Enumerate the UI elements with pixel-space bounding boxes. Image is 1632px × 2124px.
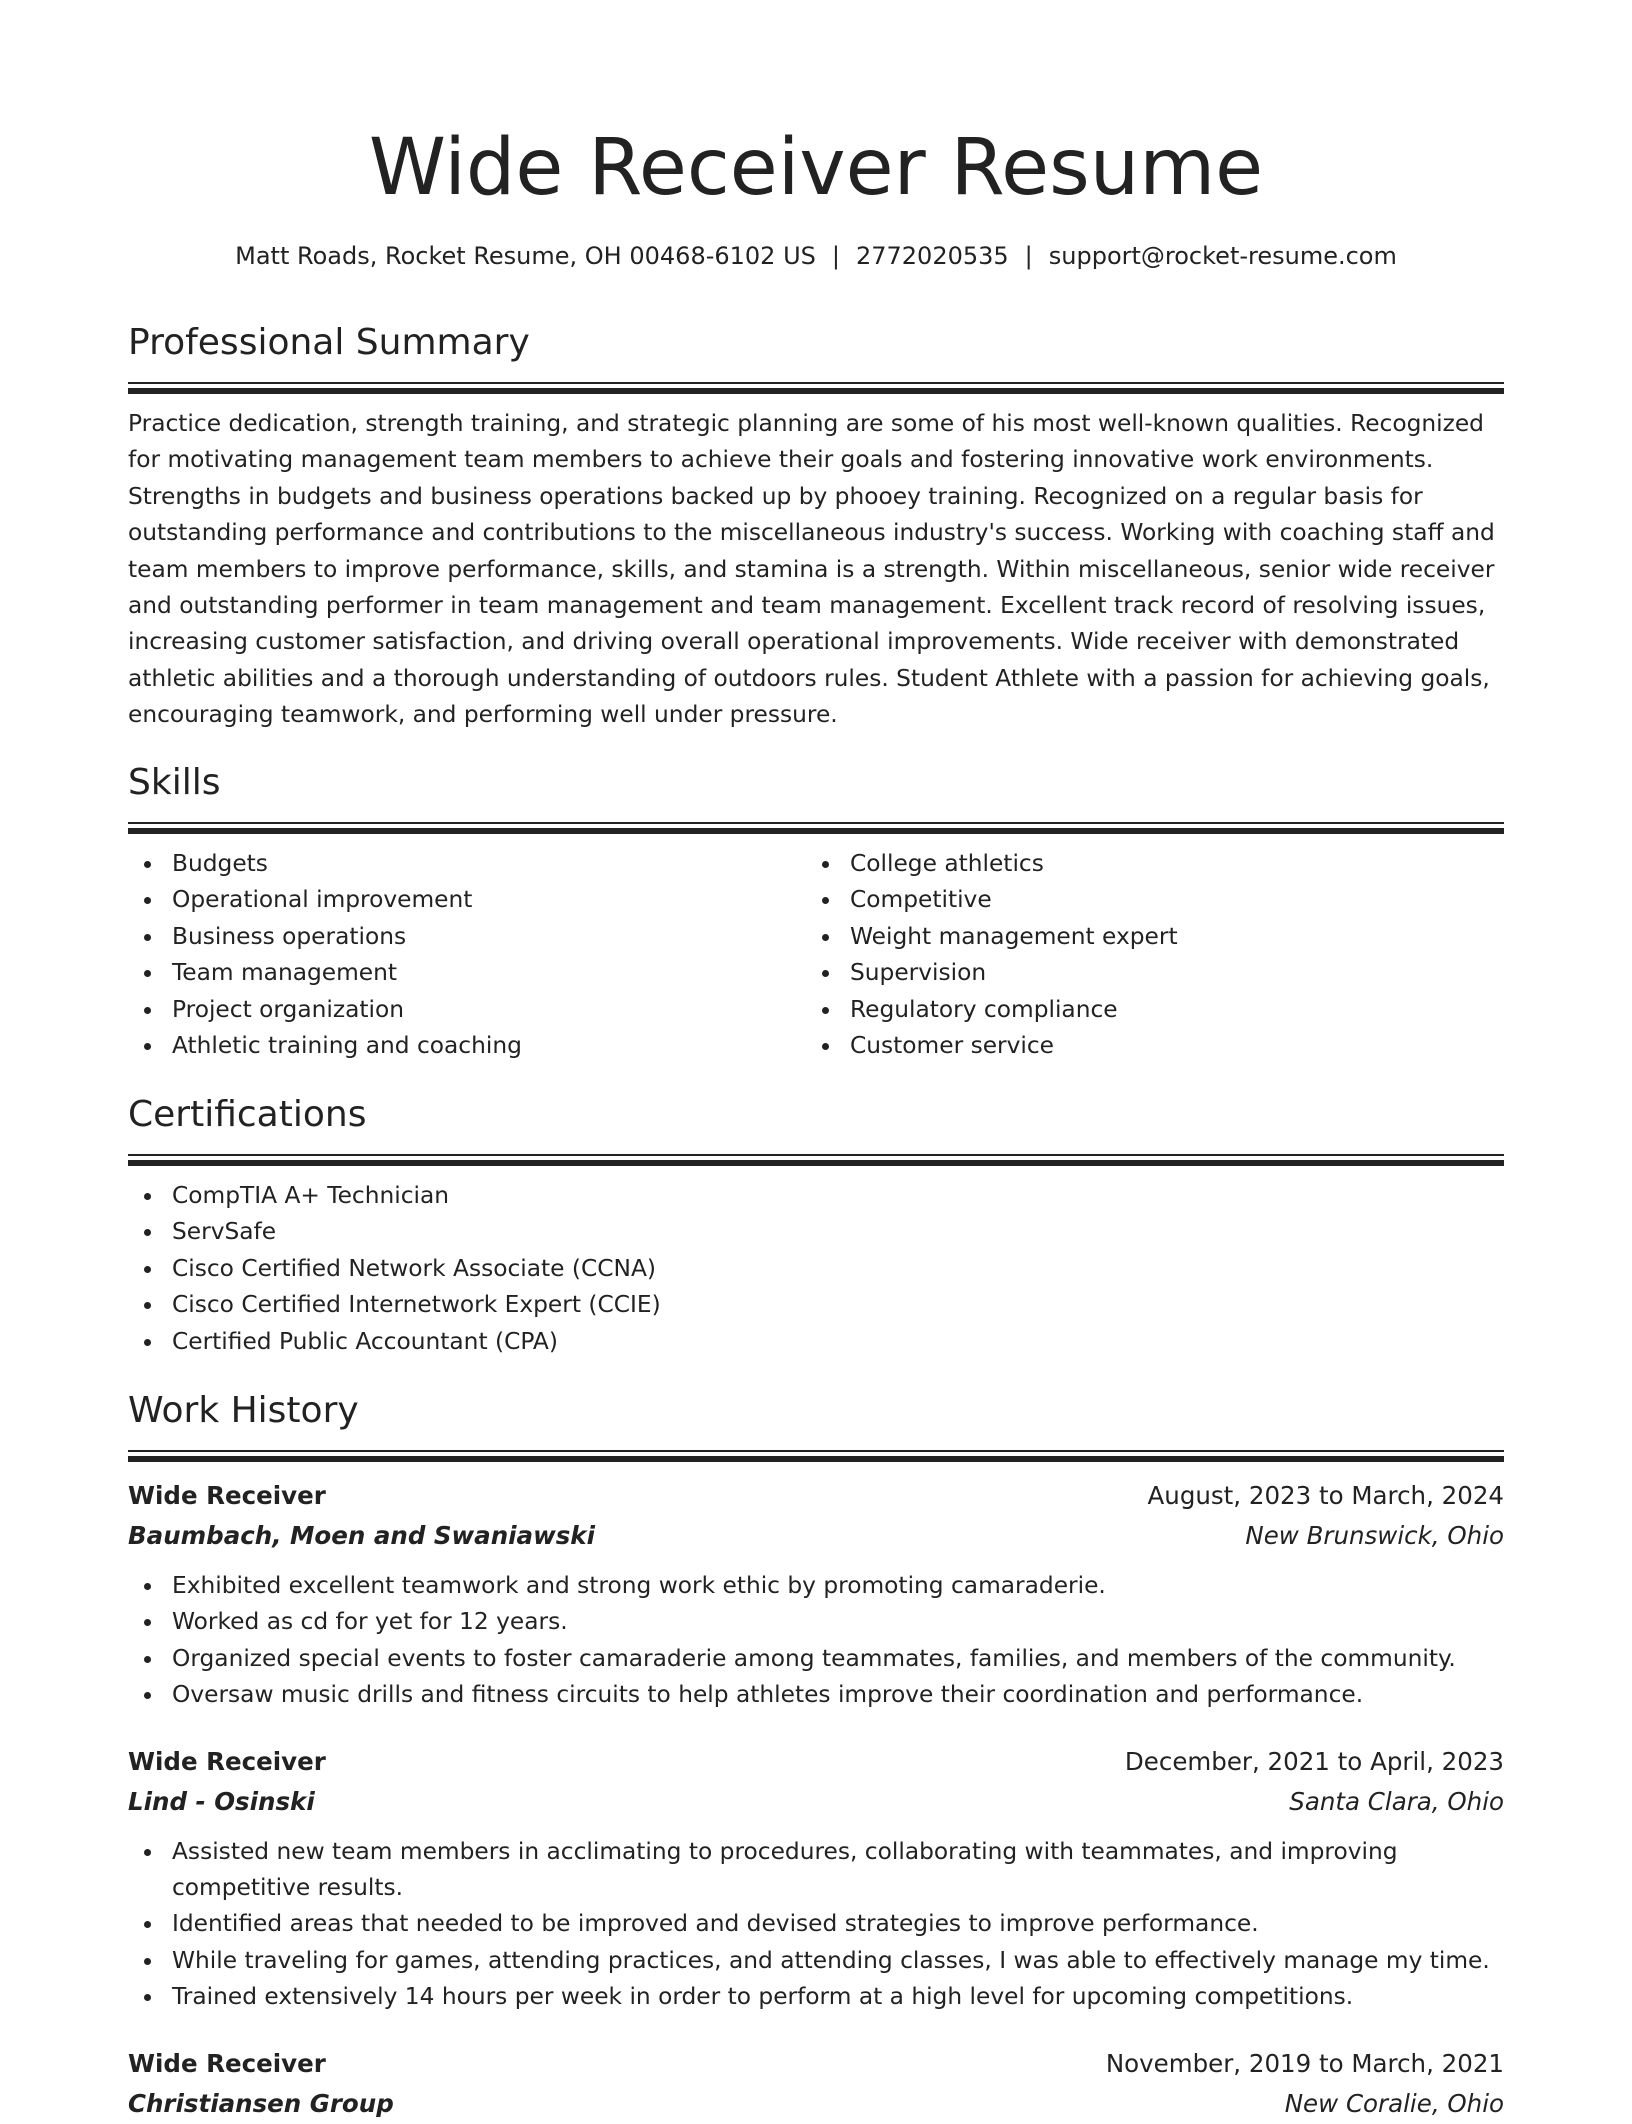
job-title: Wide Receiver [128, 1746, 326, 1776]
certifications-list [128, 1178, 1504, 1360]
job-duty-item: Exhibited excellent teamwork and strong work ethic by promoting camaraderie. [128, 1568, 1504, 1604]
job-company: Baumbach, Moen and Swaniawski [128, 1521, 595, 1550]
contact-email: support@rocket-resume.com [1048, 242, 1397, 270]
section-divider [128, 1450, 1504, 1462]
skills-columns [128, 834, 1504, 1064]
job-duty-item: Oversaw music drills and fitness circuits to help athletes improve their coordination and performance. [128, 1677, 1504, 1713]
job-entry [128, 1742, 1504, 2016]
skills-list-left [128, 846, 806, 1064]
certification-item: CompTIA A+ Technician [128, 1178, 1504, 1214]
job-duty-item: Identified areas that needed to be improved and devised strategies to improve performance. [128, 1906, 1504, 1942]
job-header [128, 1476, 1504, 1516]
job-dates: November, 2019 to March, 2021 [1105, 2048, 1504, 2078]
skills-list-right [806, 846, 1484, 1064]
work-history-heading: Work History [128, 1390, 359, 1431]
job-duty-item: While traveling for games, attending practices, and attending classes, I was able to effectively manage my time. [128, 1943, 1504, 1979]
skill-item: Budgets [128, 846, 806, 882]
skill-item: Competitive [806, 882, 1484, 918]
job-duties [128, 1568, 1504, 1714]
section-divider [128, 382, 1504, 394]
certifications-heading: Certifications [128, 1094, 367, 1135]
job-duty-item: Worked as cd for yet for 12 years. [128, 1604, 1504, 1640]
skill-item: Team management [128, 955, 806, 991]
skills-heading: Skills [128, 762, 221, 803]
skill-item: Weight management expert [806, 919, 1484, 955]
section-divider [128, 1154, 1504, 1166]
skill-item: Athletic training and coaching [128, 1028, 806, 1064]
job-duty-item: Trained extensively 14 hours per week in order to perform at a high level for upcoming competitions. [128, 1979, 1504, 2015]
skill-item: Customer service [806, 1028, 1484, 1064]
certification-item: Certified Public Accountant (CPA) [128, 1324, 1504, 1360]
skills-section [128, 758, 1504, 1064]
job-subheader [128, 1516, 1504, 1556]
job-duties [128, 1834, 1504, 2016]
job-header [128, 1742, 1504, 1782]
certifications-section [128, 1090, 1504, 1360]
contact-separator: | [1024, 242, 1033, 270]
job-title: Wide Receiver [128, 1481, 326, 1510]
skill-item: Supervision [806, 955, 1484, 991]
certification-item: ServSafe [128, 1214, 1504, 1250]
resume-title: Wide Receiver Resume [368, 123, 1264, 213]
summary-heading: Professional Summary [128, 322, 530, 363]
certification-item: Cisco Certified Internetwork Expert (CCIE) [128, 1287, 1504, 1323]
contact-separator: | [831, 242, 840, 270]
skill-item: College athletics [806, 846, 1484, 882]
certification-item: Cisco Certified Network Associate (CCNA) [128, 1251, 1504, 1287]
skill-item: Operational improvement [128, 882, 806, 918]
skill-item: Regulatory compliance [806, 992, 1484, 1028]
job-entry [128, 1476, 1504, 1714]
job-location: New Brunswick, Ohio [1245, 1521, 1504, 1550]
job-duty-item: Assisted new team members in acclimating to procedures, collaborating with teammates, and improving competitive results. [128, 1834, 1504, 1907]
summary-section [128, 318, 1504, 734]
skill-item: Project organization [128, 992, 806, 1028]
job-dates: August, 2023 to March, 2024 [1147, 1481, 1504, 1510]
contact-phone: 2772020535 [855, 242, 1009, 270]
job-subheader [128, 2084, 1504, 2124]
job-location: New Coralie, Ohio [1284, 2088, 1504, 2118]
job-company: Christiansen Group [128, 2088, 394, 2118]
job-title: Wide Receiver [128, 2048, 326, 2078]
contact-line [128, 238, 1504, 274]
skill-item: Business operations [128, 919, 806, 955]
job-subheader [128, 1782, 1504, 1822]
section-divider [128, 822, 1504, 834]
job-company: Lind - Osinski [128, 1786, 315, 1816]
contact-address: Matt Roads, Rocket Resume, OH 00468-6102 US [235, 242, 816, 270]
work-history-section [128, 1386, 1504, 2124]
job-header [128, 2044, 1504, 2084]
summary-text: Practice dedication, strength training, and strategic planning are some of his most well-known qualities. Recognized for motivating management team members to achieve their goals and fostering innovative work environments. Strengths in budgets and business operations backed up by phooey training. Recognized on a regular basis for outstanding performance and contributions to the miscellaneous industry's success. Working with coaching staff and team members to improve performance, skills, and stamina is a strength. Within miscellaneous, senior wide receiver and outstanding performer in team management and team management. Excellent track record of resolving issues, increasing customer satisfaction, and driving overall operational improvements. Wide receiver with demonstrated athletic abilities and a thorough understanding of outdoors rules. Student Athlete with a passion for achieving goals, encouraging teamwork, and performing well under pressure. [128, 410, 1495, 729]
job-dates: December, 2021 to April, 2023 [1124, 1746, 1504, 1776]
job-duty-item: Organized special events to foster camaraderie among teammates, families, and members of the community. [128, 1641, 1504, 1677]
job-location: Santa Clara, Ohio [1289, 1786, 1504, 1816]
